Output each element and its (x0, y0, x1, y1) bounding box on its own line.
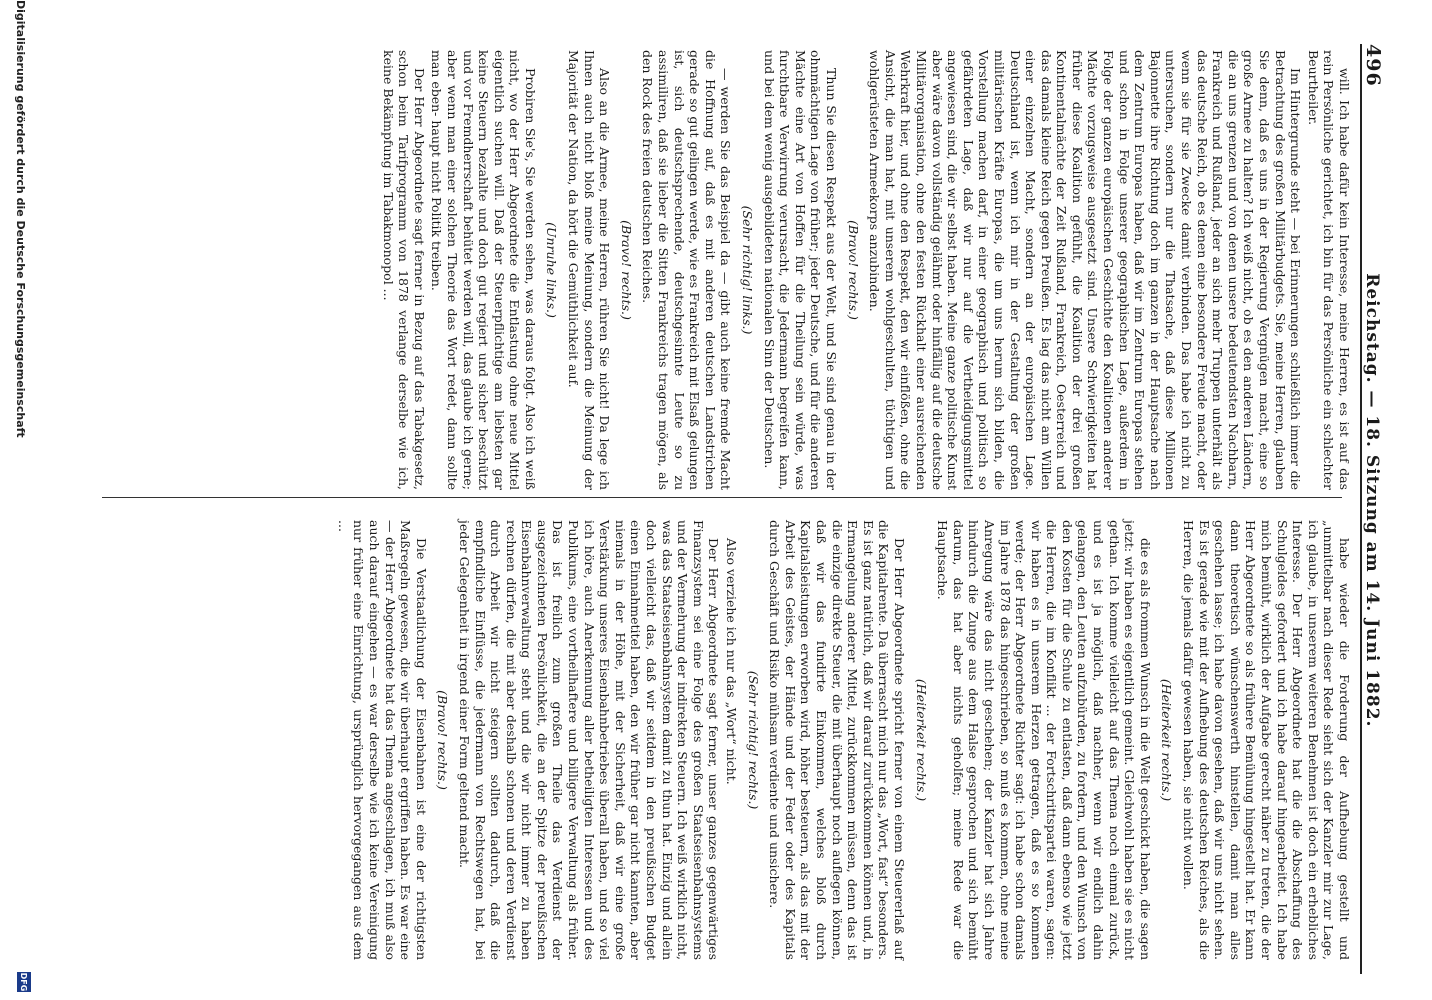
column-divider (102, 497, 1342, 498)
page-title: Reichstag. — 18. Sitzung am 14. Juni 1882. (1362, 273, 1382, 728)
left-text-column (378, 50, 1352, 490)
paragraph: Der Herr Abgeordnete sagt ferner in Bezug auf das Tabakgesetz, schon beim Tarifprogramm von 1878 verlange derselbe wie ich, keine Bekämpfung im Tabakmonopol ... (380, 50, 427, 490)
footer (14, 0, 36, 1000)
right-text-column (333, 520, 1352, 960)
paragraph: Im Hintergrunde steht — bei Erinnerungen schließlich immer die Betrachtung des großen Militärbudgets. Sie, meine Herren, glauben Sie denn, daß es uns in der Regierung Vergnügen macht, eine so große Armee zu halten? Ich weiß nicht, ob es den anderen Ländern, die an uns grenzen und von denen unsere bedeutendsten Nachbarn, Frankreich und Rußland, jeder an sich mehr Truppen unterhält als das deutsche Reich, ob es denen eine besondere Freude macht, oder wenn sie für sie Zwecke damit verbinden. Das habe ich nicht zu untersuchen, sondern nur die Thatsache, daß diese Millionen Bajonnette ihre Richtung doch im ganzen in der Hauptsache nach dem Zentrum Europas haben, daß wir im Zentrum Europas stehen und schon in Folge unserer geographischen Lage, außerdem in Folge der ganzen europäischen Geschichte den Koalitionen anderer Mächte vorzugsweise ausgesetzt sind. Unsere Schwierigkeiten hat früher diese Koalition gefühlt, die Koalition der drei großen Kontinentalmächte der Zeit Rußland, Frankreich, Oesterreich und das damals kleine Reich gegen Preußen. Es lag das nicht am Willen einer einzelnen Macht, sondern an der europäischen Lage. Deutschland ist, wenn ich mir in der Gestaltung der großen militärischen Kräfte Europas, die um uns herum sich bilden, die Vorstellung machen darf, in einer geographisch und politisch so gefährdeten Lage, daß wir nur auf die Vertheidigungsmittel angewiesen sind, die wir selbst haben. Meine ganze politische Kunst aber wäre davon vollständig gelähmt oder hinfällig auf die deutsche Militärorganisation, ohne den festen Rückhalt einer ausreichenden Wehrkraft hier, und ohne den Respekt, den wir einflößen, ohne die Ansicht, die man hat, mit unserem wohlgeschulten, tüchtigen und wohlgerüsteten Armeekorps anzubinden. (867, 50, 1304, 490)
interjection: (Sehr richtig! links.) (740, 205, 756, 335)
digitization-credit: Digitalisierung gefördert durch die Deutsche Forschungsgemeinschaft (14, 0, 27, 438)
paragraph: — werden Sie das Beispiel da — gibt auch keine fremde Macht die Hoffnung auf, daß es mit anderen deutschen Landstrichen gerade so gut gelingen werde, wie es Frankreich mit Elsaß gelungen ist, sich deutschsprechende, deutschgesinnte Leute so zu assimiliren, daß sie lieber die Sitten Frankreichs tragen mögen, als den Rock des freien deutschen Reiches. (640, 50, 734, 490)
paragraph: habe wieder die Forderung der Aufhebung gestellt und „unmittelbar nach dieser Rede sieht sich der Kanzler mir zur Lage, ich glaube, in unserem weiteren Benehmen ist doch ein erhebliches Interesse. Der Herr Abgeordnete hat die die Abschaffung des Schulgeldes gefordert und ich habe darauf hingearbeitet. Ich habe mich bemüht, wirklich der Aufgabe gerecht näher zu treten, die der Herr Abgeordnete so als frühere Bemühung hingestellt hat. Er kann dann theoretisch wünschenswerth hinstellen, damit man alles geschehen lasse; ich habe davon gesehen, daß wir uns nicht sehen. Es ist gerade wie mit der Aufhebung des deutschen Reiches, als die Herren, die jemals dafür gewesen haben, sie nicht wollen. (1181, 520, 1352, 960)
paragraph: Die Verstaatlichung der Eisenbahnen ist eine der richtigsten Maßregeln gewesen, die wir überhaupt ergriffen haben. Es war eine — der Herr Abgeordnete hat das Thema angeschlagen, ich muß also auch darauf eingehen — es war derselbe wie ich keine Vereinigung nur früher eine Einrichtung, ursprünglich hervorgegangen aus dem ... (335, 520, 429, 960)
paragraph: Der Herr Abgeordnete sagt ferner, unser ganzes gegenwärtiges Finanzsystem sei eine Folge des großen Staatseisenbahnsystems und der Vermehrung der indirekten Steuern. Ich weiß wirklich nicht, was das Staatseisenbahnsystem damit zu thun hat. Einzig und allein doch vielleicht das, daß wir seitdem in den preußischen Budget einen Einnahmetitel haben, den wir früher gar nicht kannten, aber niemals in der Höhe, mit der Sicherheit, daß wir eine große Verstärkung unseres Eisenbahnbetriebes überall haben, und so viel ich höre, auch Anerkennung aller betheiligten Interessen und des Publikums, eine vortheilhaftere und billigere Verwaltung als früher. Das ist freilich zum großen Theile das Verdienst der ausgezeichneten Persönlichkeit, die an der Spitze der preußischen Eisenbahnverwaltung steht und die wir nicht immer zu haben rechnen dürfen, die mit aber deshalb schonen und deren Verdienst durch Arbeit wir nicht steigern sollten dadurch, daß die empfindliche Einflüsse, die jedermann von Rechtswegen hat, bei jeder Gelegenheit in irgend einer Form geltend macht. (456, 520, 722, 960)
page-number: 496 (1362, 44, 1384, 87)
paragraph: will. Ich habe dafür kein Interesse, meine Herren, es ist auf das rein Persönliche gerichtet, ich bin für das Persönliche ein schlechter Beurtheiler. (1305, 50, 1352, 490)
interjection: (Unruhe links.) (544, 222, 560, 318)
interjection: (Bravo! rechts.) (435, 690, 451, 790)
interjection: (Heiterkeit rechts.) (913, 678, 929, 802)
interjection: (Heiterkeit rechts.) (1159, 678, 1175, 802)
paragraph: Also an die Armee, meine Herren, rühren Sie nicht! Da lege ich Ihnen auch nicht bloß meine Meinung, sondern die Meinung der Majorität der Nation, da hört die Gemüthlichkeit auf. (566, 50, 613, 490)
dfg-logo: DFG (17, 972, 31, 992)
interjection: (Bravo! rechts.) (845, 220, 861, 320)
paragraph: Probiren Sie's, Sie werden sehen, was daraus folgt. Also ich weiß nicht, wo der Herr Abgeordnete die Entlastung ohne neue Mittel eigentlich suchen will. Daß der Steuerpflichtige am liebsten gar keine Steuern bezahlte und doch gut regiert und sicher beschützt und vor Fremdherrschaft behütet werden will, das glaube ich gerne; aber wenn man einer solchen Theorie das Wort redet, dann sollte man eben- haupt nicht Politik treiben. (429, 50, 538, 490)
paragraph: die es als frommen Wunsch in die Welt geschickt haben, die sagen jetzt: wir haben es eigentlich gemeint. Gleichwohl haben sie es nicht gethan. Ich komme vielleicht auf das Thema noch einmal zurück, und es ist ja möglich, daß nachher, wenn wir endlich dahin gelangen, den Leuten aufzubürden, zu fordern, und den Wunsch von den Kosten für die Schule zu entlasten, daß dann ebenso wie jetzt die Herren, die im Konflikt ... der Fortschrittspartei waren, sagen: wir haben es in unserem Herzen getragen, daß es so kommen werde; der Herr Abgeordnete Richter sagt: ich habe schon damals im Jahre 1878 das hingeschrieben, so muß es kommen, ohne meine Anregung wäre das nicht geschehen; der Kanzler hat sich Jahre hindurch die Zunge aus dem Halse gesprochen und sich bemüht darum, das hat aber nichts geholfen; meine Rede war die Hauptsache. (935, 520, 1153, 960)
page-header (1360, 44, 1432, 974)
paragraph: Thun Sie diesen Respekt aus der Welt, und Sie sind genau in der ohnmächtigen Lage von früher; jeder Deutsche, und für die anderen Mächte eine Art von Hoffen für die Theilung sein würde, was furchtbare Verwirrung verursacht, die Jedermann begreifen kann, und bei dem wenig ausgebildeten nationalen Sinn der Deutschen. (761, 50, 839, 490)
paragraph: Also verziehe ich nur das „Wort“ nicht. (724, 538, 740, 785)
paragraph: Der Herr Abgeordnete spricht ferner von einem Steuererlaß auf die Kapitalrente. Da überrascht mich nur das „Wort, fast“ besonders. Es ist ganz natürlich, daß wir darauf zurückkommen können und, in Ermangelung anderer Mittel, zurückkommen müssen, denn das ist die einzige direkte Steuer, die mit überhaupt noch auflegen können, daß wir das fundirte Einkommen, welches bloß durch Kapitalsleistungen erworben wird, höher besteuern, als das mit der Arbeit des Geistes, der Hände und der Feder oder des Kapitals durch Geschäft und Risiko mühsam verdiente und unsichere. (767, 520, 907, 960)
interjection: (Sehr richtig! rechts.) (745, 670, 761, 810)
interjection: (Bravo! rechts.) (618, 220, 634, 320)
